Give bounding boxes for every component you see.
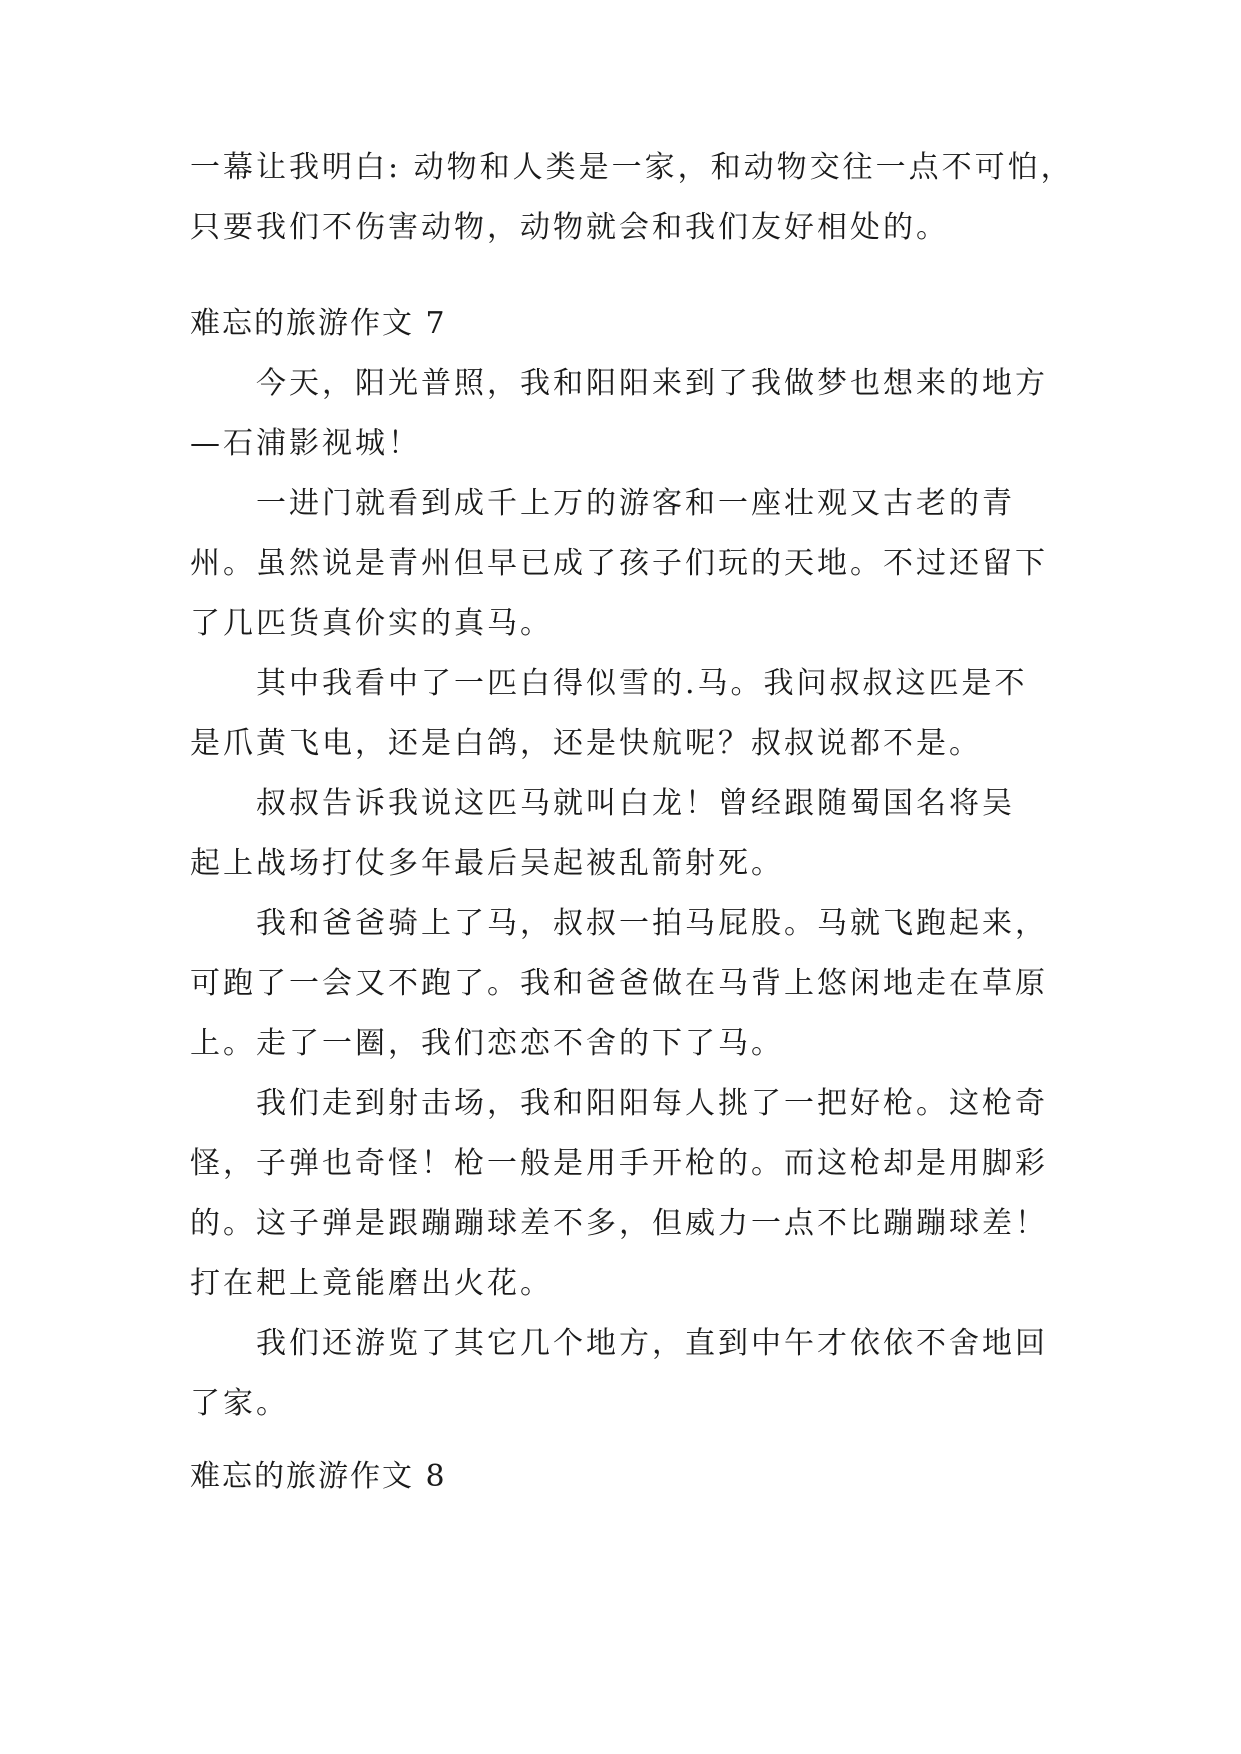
section-title: 难忘的旅游作文 7 [190, 306, 447, 341]
text-line: 只要我们不伤害动物，动物就会和我们友好相处的。 [190, 210, 949, 245]
paragraph-line: 上。走了一圈，我们恋恋不舍的下了马。 [190, 1026, 784, 1061]
paragraph-line: 一进门就看到成千上万的游客和一座壮观又古老的青 [256, 486, 1015, 521]
paragraph-line: 今天，阳光普照，我和阳阳来到了我做梦也想来的地方 [256, 366, 1048, 401]
paragraph-line: 我和爸爸骑上了马，叔叔一拍马屁股。马就飞跑起来， [256, 906, 1048, 941]
section-7 [190, 294, 1070, 1434]
paragraph-line: 的。这子弹是跟蹦蹦球差不多，但威力一点不比蹦蹦球差！ [190, 1206, 1048, 1241]
paragraph-line: 其中我看中了一匹白得似雪的.马。我问叔叔这匹是不 [256, 666, 1028, 701]
intro-paragraph [190, 138, 1074, 258]
paragraph-line: 可跑了一会又不跑了。我和爸爸做在马背上悠闲地走在草原 [190, 966, 1048, 1001]
text-line: 一幕让我明白: 动物和人类是一家，和动物交往一点不可怕， [190, 150, 1074, 185]
paragraph-line: 叔叔告诉我说这匹马就叫白龙！曾经跟随蜀国名将吴 [256, 786, 1015, 821]
paragraph-line: 我们走到射击场，我和阳阳每人挑了一把好枪。这枪奇 [256, 1086, 1048, 1121]
paragraph-line: 是爪黄飞电，还是白鸽，还是快航呢？叔叔说都不是。 [190, 726, 982, 761]
paragraph-line: 起上战场打仗多年最后吴起被乱箭射死。 [190, 846, 784, 881]
paragraph-line: 怪，子弹也奇怪！枪一般是用手开枪的。而这枪却是用脚彩 [190, 1146, 1048, 1181]
section-8 [190, 1447, 1070, 1507]
paragraph-line: 了几匹货真价实的真马。 [190, 606, 553, 641]
paragraph-line: 了家。 [190, 1386, 289, 1421]
paragraph-line: —石浦影视城！ [190, 426, 421, 461]
paragraph-line: 州。虽然说是青州但早已成了孩子们玩的天地。不过还留下 [190, 546, 1048, 581]
paragraph-line: 我们还游览了其它几个地方，直到中午才依依不舍地回 [256, 1326, 1048, 1361]
paragraph-line: 打在耙上竟能磨出火花。 [190, 1266, 553, 1301]
section-title: 难忘的旅游作文 8 [190, 1459, 447, 1494]
